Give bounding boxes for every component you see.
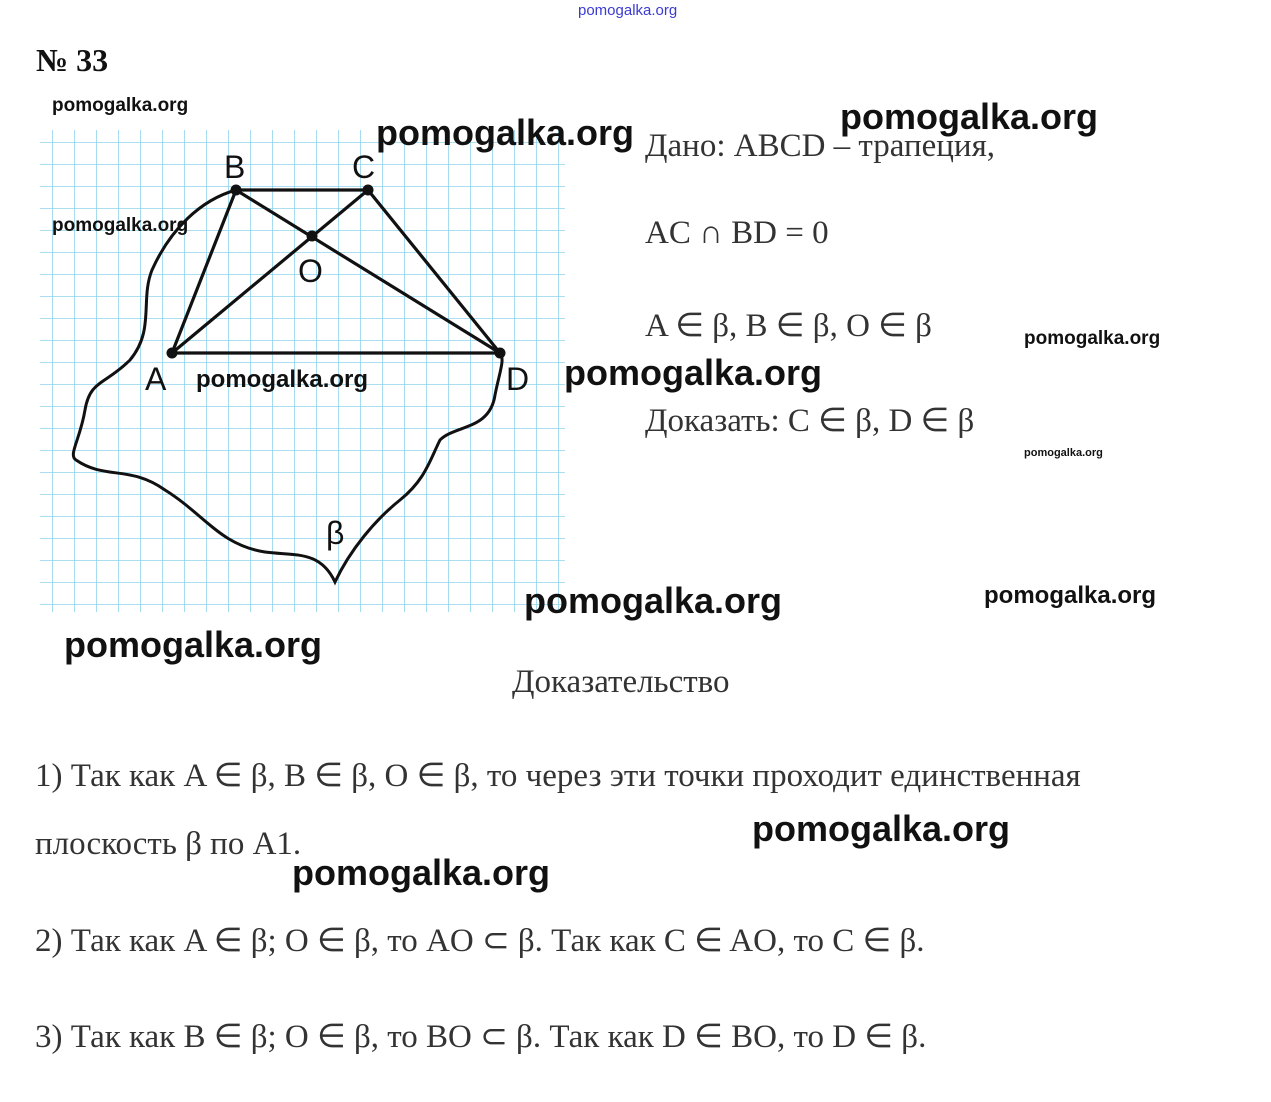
point-o [307,231,318,242]
label-a: A [145,361,167,397]
watermark: pomogalka.org [292,852,551,893]
point-b [231,185,242,196]
watermark: pomogalka.org [1024,447,1103,459]
given-line-3: A ∈ β, B ∈ β, O ∈ β [645,308,932,344]
prove-line: Доказать: C ∈ β, D ∈ β [645,403,975,439]
label-b: B [224,149,246,185]
problem-number: № 33 [36,42,109,78]
watermark: pomogalka.org [524,580,783,621]
watermark: pomogalka.org [196,366,369,393]
watermark: pomogalka.org [564,352,823,393]
watermark: pomogalka.org [64,624,323,665]
proof-step-1a: 1) Так как A ∈ β, B ∈ β, O ∈ β, то через эти точки проходит единственная [35,758,1081,794]
watermark: pomogalka.org [1024,328,1161,349]
proof-step-1b: плоскость β по A1. [35,826,302,862]
point-a [167,348,178,359]
label-d: D [506,361,530,397]
watermark: pomogalka.org [984,582,1157,609]
given-line-2: AC ∩ BD = 0 [645,215,829,251]
watermark: pomogalka.org [52,215,189,236]
label-o: O [298,253,323,289]
proof-heading: Доказательство [512,664,730,700]
point-d [495,348,506,359]
proof-step-2: 2) Так как A ∈ β; O ∈ β, то AO ⊂ β. Так как C ∈ AO, то C ∈ β. [35,923,925,959]
watermark: pomogalka.org [376,112,635,153]
label-c: C [352,149,376,185]
label-beta: β [326,515,345,551]
watermark: pomogalka.org [52,95,189,116]
top-watermark: pomogalka.org [578,2,678,19]
watermark: pomogalka.org [840,96,1099,137]
given-line-1: Дано: ABCD – трапеция, [645,128,996,164]
proof-step-3: 3) Так как B ∈ β; O ∈ β, то BO ⊂ β. Так как D ∈ BO, то D ∈ β. [35,1019,927,1055]
point-c [363,185,374,196]
watermark: pomogalka.org [752,808,1011,849]
